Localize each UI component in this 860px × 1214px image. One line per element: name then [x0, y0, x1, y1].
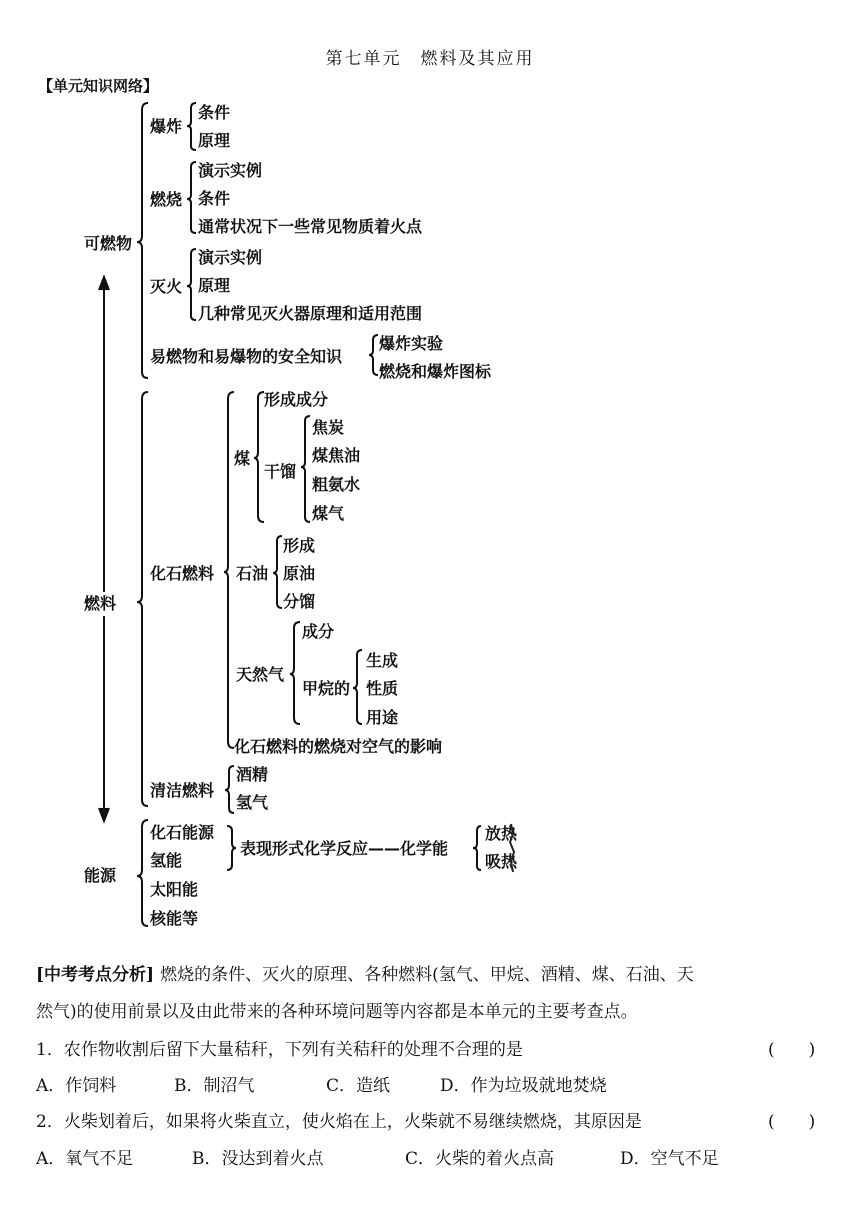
leaf-miehuo-1: 原理 — [198, 276, 231, 295]
leaf-ranshao-1: 条件 — [198, 189, 231, 208]
node-nengyuan: 能源 — [84, 866, 117, 885]
node-qingjie: 清洁燃料 — [150, 781, 215, 800]
node-ranliao: 燃料 — [84, 594, 117, 613]
leaf-re-0: 放热 — [485, 824, 518, 843]
node-baozha: 爆炸 — [150, 117, 183, 136]
node-shiyou: 石油 — [236, 564, 269, 583]
leaf-re-1: 吸热 — [485, 852, 518, 871]
q2-stem: 2．火柴划着后，如果将火柴直立，使火焰在上，火柴就不易继续燃烧，其原因是 — [36, 1112, 642, 1132]
leaf-shiyou-1: 原油 — [283, 564, 316, 583]
node-mei: 煤 — [234, 449, 251, 468]
node-ganliu: 干馏 — [264, 462, 297, 481]
analysis-label: [中考考点分析] — [36, 965, 155, 985]
leaf-nengyuan-3: 核能等 — [150, 909, 199, 928]
leaf-qingjie-1: 氢气 — [236, 793, 269, 812]
q1-option-c: C．造纸 — [326, 1076, 391, 1096]
leaf-anquan-1: 燃烧和爆炸图标 — [379, 362, 492, 381]
node-ranshao: 燃烧 — [150, 190, 183, 209]
node-biaoxian: 表现形式化学反应——化学能 — [240, 839, 449, 858]
page-title: 第七单元 燃料及其应用 — [325, 49, 535, 69]
leaf-ganliu-3: 煤气 — [312, 504, 345, 523]
leaf-chengfen: 成分 — [302, 622, 335, 641]
leaf-miehuo-2: 几种常见灭火器原理和适用范围 — [198, 304, 423, 323]
q1-stem: 1．农作物收割后留下大量秸秆，下列有关秸秆的处理不合理的是 — [36, 1040, 523, 1060]
scan-noise-mark — [503, 822, 519, 874]
node-tianranqi: 天然气 — [236, 665, 285, 684]
leaf-miehuo-0: 演示实例 — [198, 248, 263, 267]
leaf-ganliu-2: 粗氨水 — [312, 475, 361, 494]
node-kerans: 可燃物 — [84, 234, 133, 253]
leaf-jiawan-0: 生成 — [366, 651, 399, 670]
leaf-ganliu-0: 焦炭 — [312, 418, 345, 437]
leaf-jiawan-2: 用途 — [366, 708, 399, 727]
leaf-baozha-1: 原理 — [198, 131, 231, 150]
q1-option-b: B．制沼气 — [174, 1076, 255, 1096]
node-jiawan: 甲烷的 — [302, 679, 351, 698]
leaf-yingxiang: 化石燃料的燃烧对空气的影响 — [234, 737, 443, 756]
leaf-ranshao-0: 演示实例 — [198, 161, 263, 180]
leaf-mei-chengfen: 形成成分 — [264, 390, 329, 409]
leaf-baozha-0: 条件 — [198, 103, 231, 122]
leaf-nengyuan-2: 太阳能 — [150, 880, 199, 899]
node-miehuo: 灭火 — [150, 277, 183, 296]
leaf-nengyuan-0: 化石能源 — [150, 823, 215, 842]
q2-option-c: C．火柴的着火点高 — [405, 1149, 555, 1169]
leaf-jiawan-1: 性质 — [366, 679, 399, 698]
q1-option-d: D．作为垃圾就地焚烧 — [440, 1076, 607, 1096]
leaf-anquan-0: 爆炸实验 — [379, 334, 444, 353]
leaf-ganliu-1: 煤焦油 — [312, 446, 361, 465]
leaf-nengyuan-1: 氢能 — [150, 851, 183, 870]
network-header: 【单元知识网络】 — [38, 77, 159, 95]
leaf-shiyou-2: 分馏 — [283, 592, 316, 611]
q2-option-b: B．没达到着火点 — [192, 1149, 324, 1169]
leaf-qingjie-0: 酒精 — [236, 765, 269, 784]
node-huashi: 化石燃料 — [150, 564, 215, 583]
leaf-ranshao-2: 通常状况下一些常见物质着火点 — [198, 217, 423, 236]
analysis-text-1: 燃烧的条件、灭火的原理、各种燃料(氢气、甲烷、酒精、煤、石油、天 — [160, 965, 694, 985]
node-anquan: 易燃物和易爆物的安全知识 — [150, 347, 343, 366]
q2-option-a: A．氧气不足 — [36, 1149, 134, 1169]
analysis-line-2: 然气)的使用前景以及由此带来的各种环境问题等内容都是本单元的主要考查点。 — [36, 1002, 638, 1022]
q2-option-d: D．空气不足 — [620, 1149, 719, 1169]
analysis-line-1 — [36, 965, 694, 985]
leaf-shiyou-0: 形成 — [283, 536, 316, 555]
q1-option-a: A．作饲料 — [36, 1076, 117, 1096]
q1-paren: ( ) — [768, 1040, 816, 1060]
q2-paren: ( ) — [768, 1112, 816, 1132]
